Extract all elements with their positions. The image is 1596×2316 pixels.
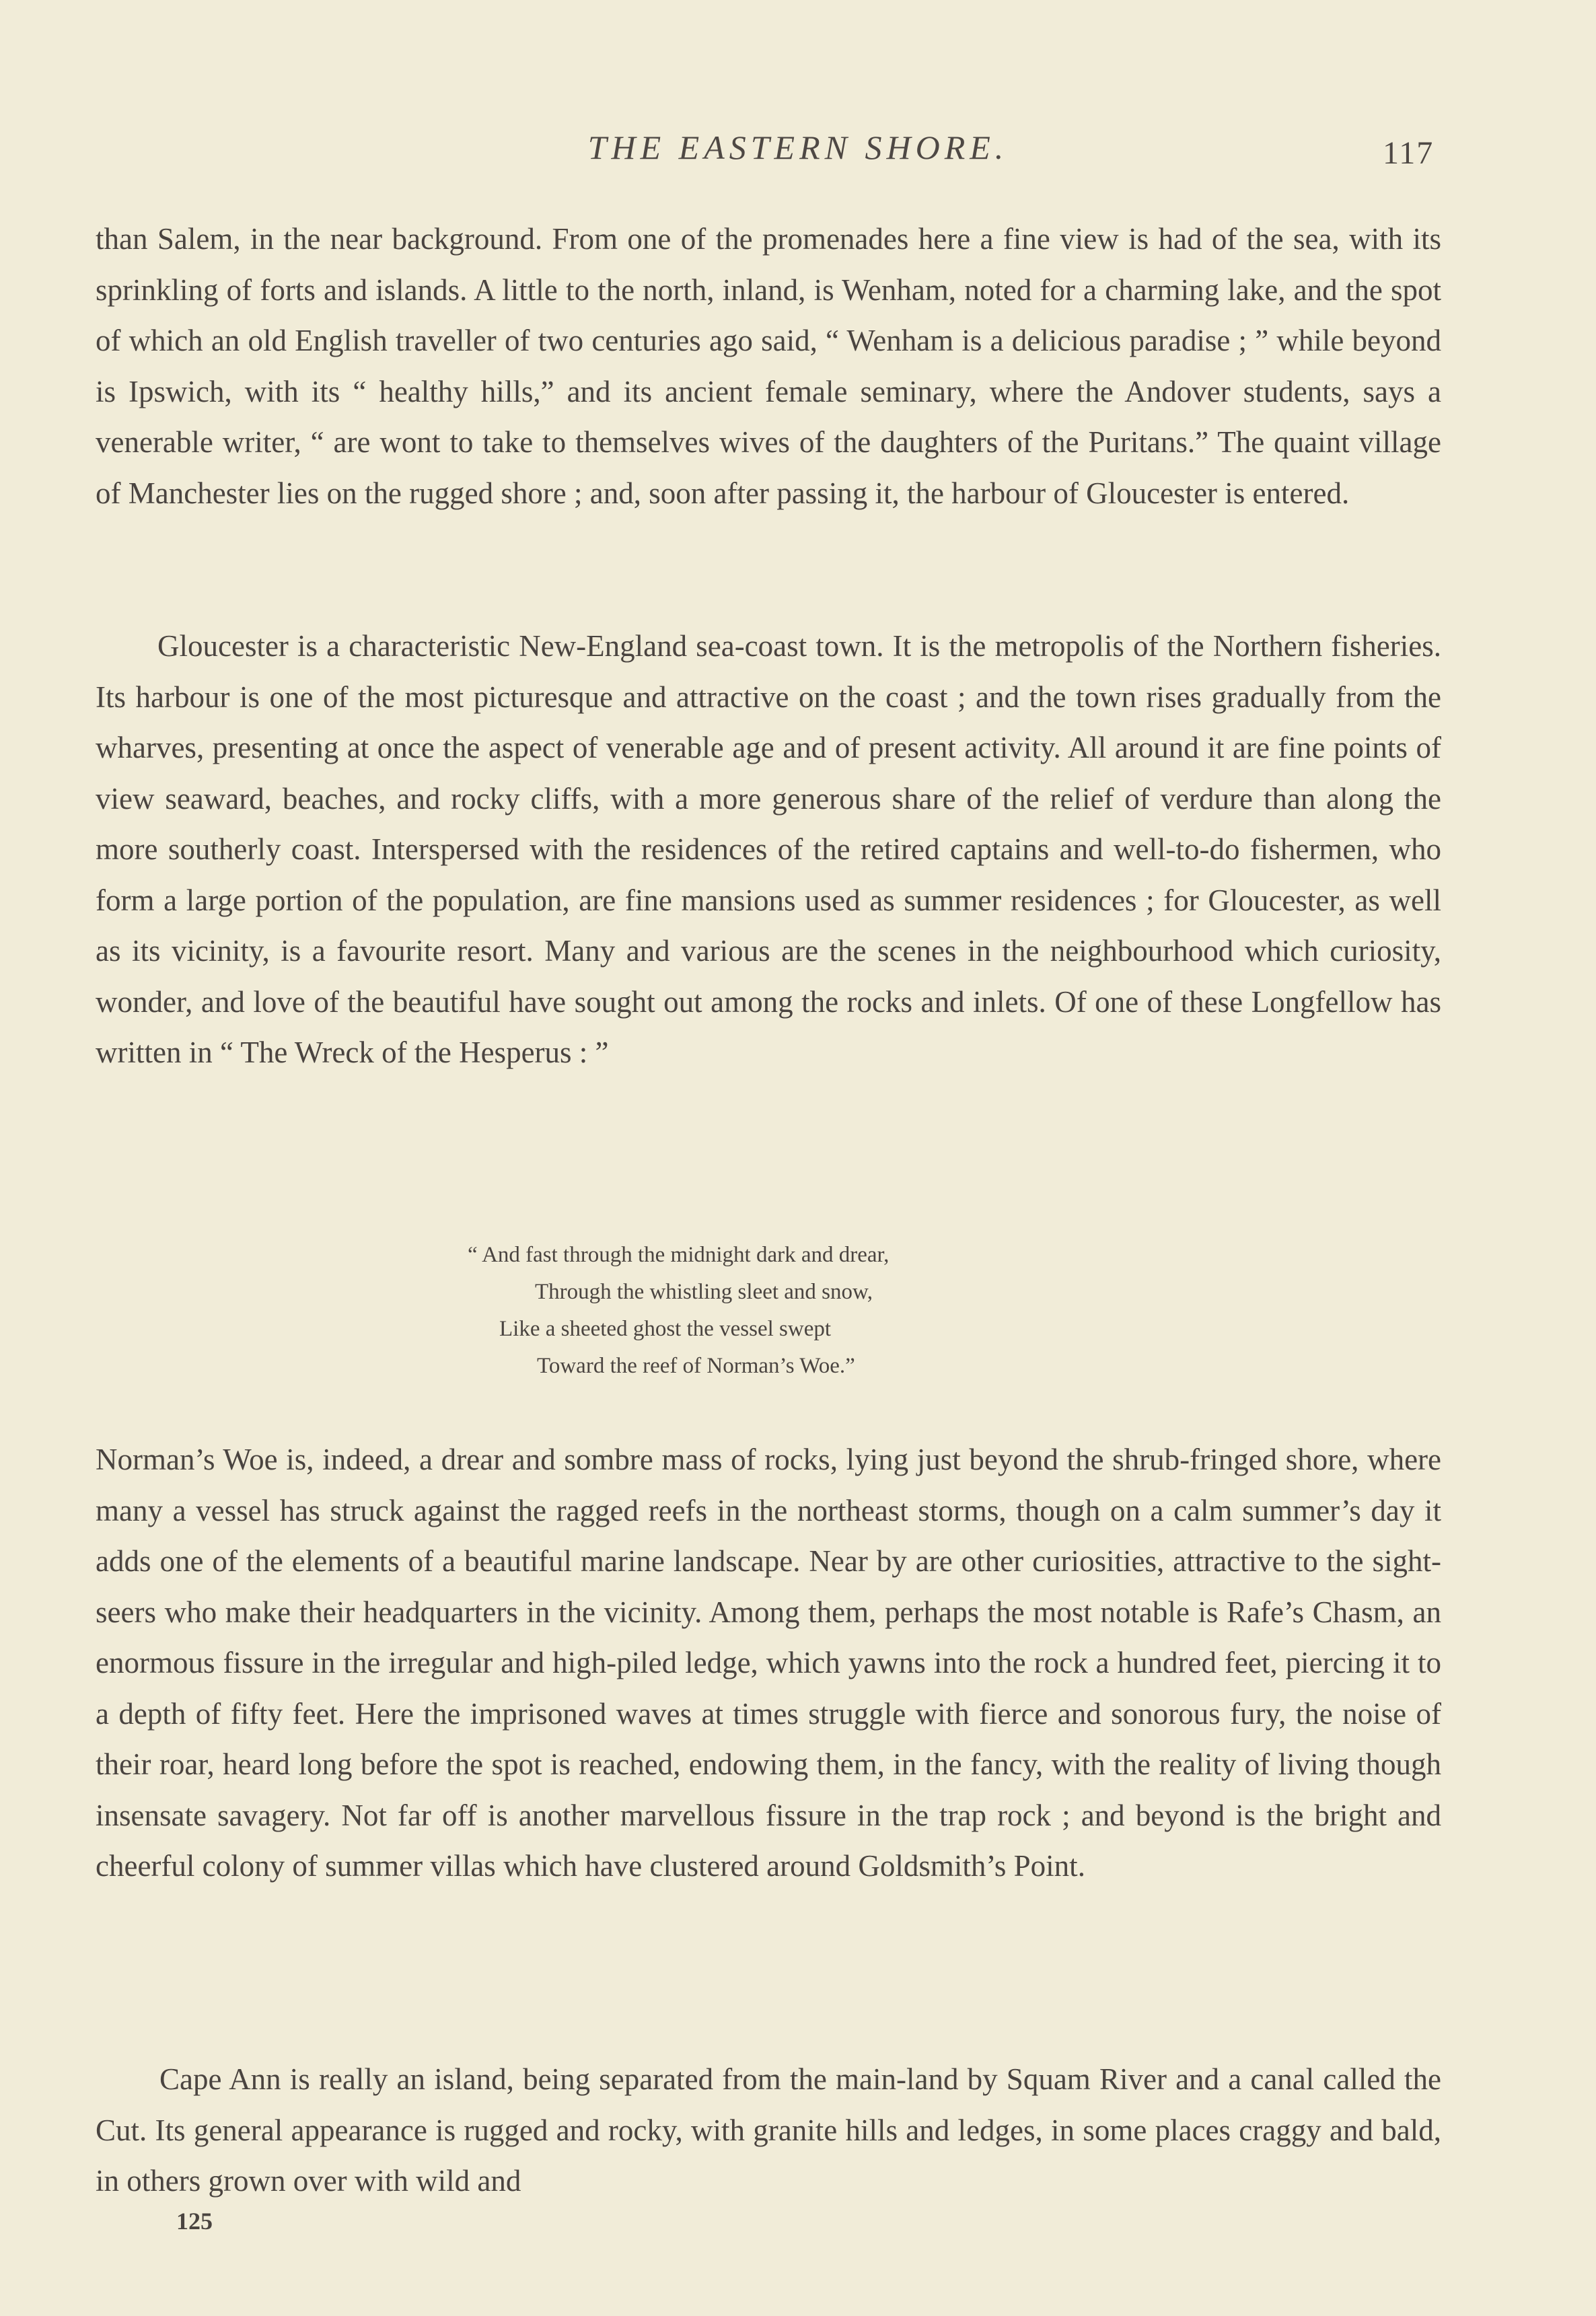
paragraph-gloucester: Gloucester is a characteristic New-England sea-coast town. It is the metropolis of the Northern fisheries. Its harbour is one of the most picturesque and attractive on the coast ; and the town rises gradually from the wharves, presenting at once the aspect of venerable age and of present activity. All around it are fine points of view seaward, beaches, and rocky cliffs, with a more generous share of the relief of verdure than along the more southerly coast. Interspersed with the residences of the retired captains and well-to-do fishermen, who form a large portion of the population, are fine mansions used as summer residences ; for Gloucester, as well as its vicinity, is a favourite resort. Many and various are the scenes in the neighbourhood which curiosity, wonder, and love of the beautiful have sought out among the rocks and inlets. Of one of these Longfellow has written in “ The Wreck of the Hesperus : ” [96, 629, 1441, 1069]
signature-number: 125 [176, 2208, 213, 2235]
verse-line: “ And fast through the midnight dark and drear, [468, 1243, 890, 1267]
page-number: 117 [1383, 135, 1435, 171]
verse-quotation [0, 1237, 1596, 1385]
verse-line: Through the whistling sleet and snow, [535, 1280, 873, 1304]
paragraph-salem: than Salem, in the near background. From one of the promenades here a fine view is had of the sea, with its sprinkling of forts and islands. A little to the north, inland, is Wenham, noted for a charming lake, and the spot of which an old English traveller of two centuries ago said, “ Wenham is a delicious paradise ; ” while beyond is Ipswich, with its “ healthy hills,” and its ancient female seminary, where the Andover students, says a venerable writer, “ are wont to take to themselves wives of the daughters of the Puritans.” The quaint village of Manchester lies on the rugged shore ; and, soon after passing it, the harbour of Gloucester is entered. [96, 222, 1441, 510]
verse-line: Like a sheeted ghost the vessel swept [499, 1317, 832, 1341]
running-title: THE EASTERN SHORE. [587, 129, 1009, 166]
verse-line: Toward the reef of Norman’s Woe.” [537, 1354, 855, 1378]
paragraph-cape-ann: Cape Ann is really an island, being separated from the main-land by Squam River and a canal called the Cut. Its general appearance is rugged and rocky, with granite hills and ledges, in some places craggy and bald, in others grown over with wild and [96, 2062, 1441, 2198]
paragraph-normans-woe: Norman’s Woe is, indeed, a drear and sombre mass of rocks, lying just beyond the shrub-fringed shore, where many a vessel has struck against the ragged reefs in the northeast storms, though on a calm summer’s day it adds one of the elements of a beautiful marine landscape. Near by are other curiosities, attractive to the sight-seers who make their headquarters in the vicinity. Among them, perhaps the most notable is Rafe’s Chasm, an enormous fissure in the irregular and high-piled ledge, which yawns into the rock a hundred feet, piercing it to a depth of fifty feet. Here the imprisoned waves at times struggle with fierce and sonorous fury, the noise of their roar, heard long before the spot is reached, endowing them, in the fancy, with the reality of living though insensate savagery. Not far off is another marvellous fissure in the trap rock ; and beyond is the bright and cheerful colony of summer villas which have clustered around Goldsmith’s Point. [96, 1443, 1441, 1883]
